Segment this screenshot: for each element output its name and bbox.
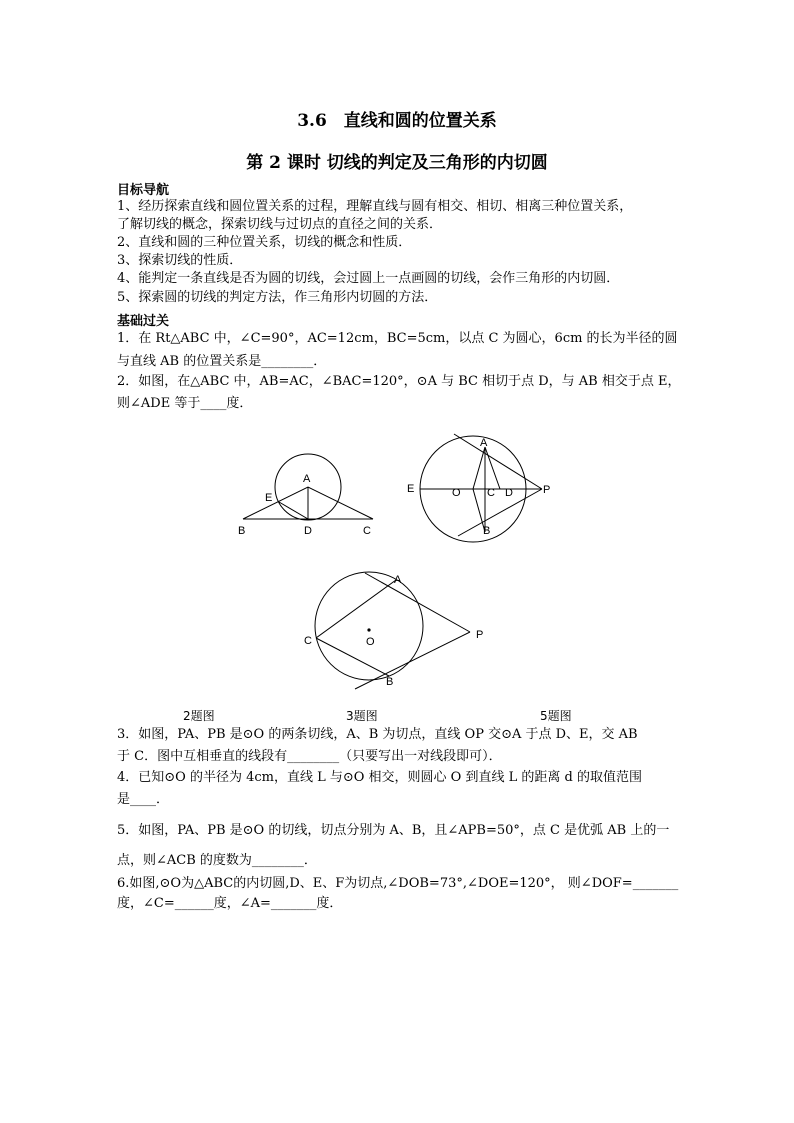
question-3-line: 3．如图，PA、PB 是⊙O 的两条切线，A、B 为切点，直线 OP 交⊙A 于点 D、E，交 AB xyxy=(117,727,638,742)
lesson-subtitle: 第 2 课时 切线的判定及三角形的内切圆 xyxy=(246,153,548,173)
fig5-label: P xyxy=(476,629,484,641)
fig3-tangent-pb xyxy=(458,489,542,536)
goal-line: 3、探索切线的性质． xyxy=(117,253,243,268)
goal-line: 2、直线和圆的三种位置关系，切线的概念和性质． xyxy=(117,235,412,250)
goal-line: 5、探索圆的切线的判定方法，作三角形内切圆的方法． xyxy=(117,290,438,305)
question-2-line: 2．如图，在△ABC 中，AB=AC，∠BAC=120°，⊙A 与 BC 相切于点 D，与 AB 相交于点 E， xyxy=(117,374,681,389)
fig2-label: C xyxy=(363,525,371,537)
question-4-line: 是____． xyxy=(117,792,170,807)
question-5-line: 5．如图，PA、PB 是⊙O 的切线，切点分别为 A、B，且∠APB=50°，点 C 是优弧 AB 上的一 xyxy=(117,823,670,838)
fig5-tangent-pa xyxy=(365,573,470,632)
fig5-label: B xyxy=(386,676,394,688)
question-6-line: 6.如图,⊙O为△ABC的内切圆,D、E、F为切点,∠DOB=73°,∠DOE=120°， 则∠DOF=_______ xyxy=(117,876,679,891)
fig3-line-ad xyxy=(485,447,500,489)
fig2-label: D xyxy=(304,525,312,537)
fig3-label: P xyxy=(543,484,551,496)
question-6-line: 度，∠C=______度，∠A=_______度． xyxy=(117,896,343,911)
question-1-line: 1．在 Rt△ABC 中，∠C=90°，AC=12cm，BC=5cm，以点 C 为圆心，6cm 的长为半径的圆 xyxy=(117,331,678,346)
fig5-label: A xyxy=(394,574,402,586)
question-4-line: 4．已知⊙O 的半径为 4cm，直线 L 与⊙O 相交，则圆心 O 到直线 L 的距离 d 的取值范围 xyxy=(117,770,642,785)
fig3-label: D xyxy=(505,487,513,499)
basics-heading: 基础过关 xyxy=(117,314,170,329)
fig5-label: C xyxy=(304,635,312,647)
fig3-label: E xyxy=(407,483,415,495)
figure-5-caption: 5题图 xyxy=(540,709,572,723)
question-2-line: 则∠ADE 等于____度． xyxy=(117,396,253,411)
figure-3-caption: 3题图 xyxy=(346,709,378,723)
fig3-label: A xyxy=(480,437,488,449)
fig5-chord-ca xyxy=(316,580,396,638)
goal-line: 1、经历探索直线和圆位置关系的过程，理解直线与圆有相交、相切、相离三种位置关系， xyxy=(117,199,633,214)
goal-line: 4、能判定一条直线是否为圆的切线，会过圆上一点画圆的切线，会作三角形的内切圆． xyxy=(117,271,620,286)
question-3-line: 于 C．图中互相垂直的线段有________（只要写出一对线段即可）． xyxy=(117,749,502,764)
fig3-label: O xyxy=(452,487,461,499)
fig5-chord-cb xyxy=(316,638,389,676)
fig5-center-dot xyxy=(367,628,370,631)
fig2-label: A xyxy=(303,473,311,485)
question-5-line: 点，则∠ACB 的度数为________． xyxy=(117,853,317,868)
question-1-line: 与直线 AB 的位置关系是________． xyxy=(117,354,327,369)
figure-2-caption: 2题图 xyxy=(183,709,215,723)
section-title: 3.6 直线和圆的位置关系 xyxy=(297,111,497,131)
fig5-label: O xyxy=(366,636,375,648)
fig2-label: B xyxy=(238,525,246,537)
goals-heading: 目标导航 xyxy=(117,183,170,198)
fig3-label: B xyxy=(483,525,491,537)
fig3-radius-oa xyxy=(473,447,485,489)
goal-line: 了解切线的概念，探索切线与过切点的直径之间的关系． xyxy=(117,217,443,232)
fig3-label: C xyxy=(487,487,495,499)
fig2-label: E xyxy=(265,492,273,504)
